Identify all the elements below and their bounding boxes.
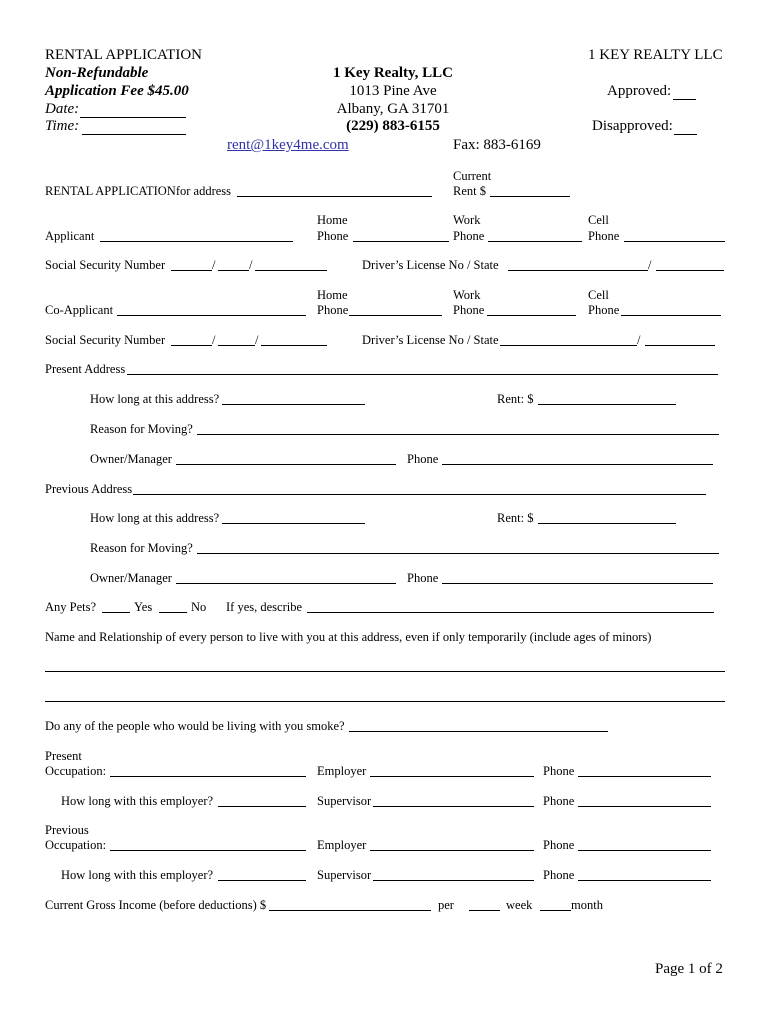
- previous-rent-field[interactable]: [538, 523, 676, 524]
- household-members-line-2[interactable]: [45, 701, 725, 702]
- present-rent-field[interactable]: [538, 404, 676, 405]
- co-applicant-cell-label: Cell: [588, 288, 609, 302]
- previous-address-label: Previous Address: [45, 482, 133, 496]
- co-applicant-work-label: Work: [453, 288, 481, 302]
- income-per-label: per: [438, 898, 454, 912]
- applicant-ssn-label: Social Security Number: [45, 258, 166, 272]
- co-applicant-license-state-field[interactable]: [645, 345, 715, 346]
- company-name: 1 Key Realty, LLC: [333, 65, 453, 81]
- ssn-slash: /: [212, 333, 216, 347]
- previous-supervisor-phone-label: Phone: [543, 868, 575, 882]
- previous-how-long-employer-label: How long with this employer?: [61, 868, 214, 882]
- previous-occupation-label: Occupation:: [45, 838, 107, 852]
- pets-describe-label: If yes, describe: [226, 600, 303, 614]
- present-owner-label: Owner/Manager: [90, 452, 172, 466]
- applicant-home-phone-field[interactable]: [353, 241, 449, 242]
- gross-income-field[interactable]: [269, 910, 431, 911]
- applicant-work-phone-label: Phone: [453, 229, 485, 243]
- present-supervisor-phone-label: Phone: [543, 794, 575, 808]
- present-employer-phone-label: Phone: [543, 764, 575, 778]
- smoke-field[interactable]: [349, 731, 608, 732]
- previous-supervisor-phone-field[interactable]: [578, 880, 711, 881]
- previous-owner-phone-label: Phone: [407, 571, 439, 585]
- present-employer-phone-field[interactable]: [578, 776, 711, 777]
- applicant-ssn-part3[interactable]: [255, 270, 327, 271]
- pets-label: Any Pets?: [45, 600, 97, 614]
- applicant-work-phone-field[interactable]: [488, 241, 582, 242]
- rental-address-field[interactable]: [237, 196, 432, 197]
- co-applicant-license-number-field[interactable]: [500, 345, 637, 346]
- present-supervisor-phone-field[interactable]: [578, 806, 711, 807]
- applicant-name-field[interactable]: [100, 241, 293, 242]
- co-applicant-work-phone-field[interactable]: [487, 315, 576, 316]
- present-rent-label: Rent: $: [497, 392, 534, 406]
- pets-yes-field[interactable]: [102, 612, 130, 613]
- present-owner-phone-field[interactable]: [442, 464, 713, 465]
- date-field[interactable]: [80, 117, 186, 118]
- gross-income-label: Current Gross Income (before deductions) $: [45, 898, 267, 912]
- current-rent-label: Rent $: [453, 184, 486, 198]
- previous-how-long-field[interactable]: [222, 523, 365, 524]
- present-supervisor-field[interactable]: [373, 806, 534, 807]
- previous-supervisor-label: Supervisor: [317, 868, 372, 882]
- pets-no-field[interactable]: [159, 612, 187, 613]
- previous-employer-phone-field[interactable]: [578, 850, 711, 851]
- applicant-license-state-field[interactable]: [656, 270, 724, 271]
- co-applicant-ssn-part3[interactable]: [261, 345, 327, 346]
- co-applicant-ssn-label: Social Security Number: [45, 333, 166, 347]
- co-applicant-label: Co-Applicant: [45, 303, 114, 317]
- present-supervisor-label: Supervisor: [317, 794, 372, 808]
- co-applicant-ssn-part1[interactable]: [171, 345, 212, 346]
- previous-employer-phone-label: Phone: [543, 838, 575, 852]
- previous-reason-field[interactable]: [197, 553, 719, 554]
- previous-address-field[interactable]: [133, 494, 706, 495]
- present-occupation-label: Occupation:: [45, 764, 107, 778]
- applicant-label: Applicant: [45, 229, 95, 243]
- ssn-slash: /: [212, 258, 216, 272]
- rental-address-label: RENTAL APPLICATIONfor address: [45, 184, 232, 198]
- present-reason-field[interactable]: [197, 434, 719, 435]
- applicant-drivers-license-label: Driver’s License No / State: [362, 258, 499, 272]
- co-applicant-ssn-part2[interactable]: [218, 345, 255, 346]
- applicant-cell-phone-field[interactable]: [624, 241, 725, 242]
- present-address-label: Present Address: [45, 362, 126, 376]
- present-owner-field[interactable]: [176, 464, 396, 465]
- time-field[interactable]: [82, 134, 186, 135]
- previous-occupation-heading: Previous: [45, 823, 89, 837]
- previous-how-long-employer-field[interactable]: [218, 880, 306, 881]
- company-phone: (229) 883-6155: [346, 118, 440, 134]
- approved-label: Approved:: [607, 83, 672, 99]
- rental-application-title: RENTAL APPLICATION: [45, 47, 202, 63]
- pets-yes-label: Yes: [134, 600, 153, 614]
- previous-owner-label: Owner/Manager: [90, 571, 172, 585]
- time-label: Time:: [45, 118, 80, 134]
- present-occupation-heading: Present: [45, 749, 82, 763]
- disapproved-label: Disapproved:: [592, 118, 673, 134]
- pets-no-label: No: [191, 600, 207, 614]
- pets-describe-field[interactable]: [307, 612, 714, 613]
- company-fax: Fax: 883-6169: [453, 137, 541, 153]
- smoke-label: Do any of the people who would be living with you smoke?: [45, 719, 345, 733]
- co-applicant-cell-phone-label: Phone: [588, 303, 620, 317]
- ssn-slash: /: [249, 258, 253, 272]
- company-street: 1013 Pine Ave: [349, 83, 437, 99]
- co-applicant-home-label: Home: [317, 288, 348, 302]
- license-slash: /: [648, 258, 652, 272]
- current-rent-field[interactable]: [490, 196, 570, 197]
- previous-reason-label: Reason for Moving?: [90, 541, 193, 555]
- page-number: Page 1 of 2: [655, 961, 723, 977]
- applicant-ssn-part2[interactable]: [218, 270, 249, 271]
- applicant-ssn-part1[interactable]: [171, 270, 212, 271]
- co-applicant-name-field[interactable]: [117, 315, 306, 316]
- applicant-cell-label: Cell: [588, 213, 609, 227]
- date-label: Date:: [45, 101, 80, 117]
- company-email-link[interactable]: rent@1key4me.com: [227, 137, 349, 153]
- co-applicant-home-phone-label: Phone: [317, 303, 349, 317]
- present-how-long-employer-field[interactable]: [218, 806, 306, 807]
- non-refundable-label: Non-Refundable: [45, 65, 149, 81]
- previous-owner-phone-field[interactable]: [442, 583, 713, 584]
- co-applicant-home-phone-field[interactable]: [349, 315, 442, 316]
- co-applicant-work-phone-label: Phone: [453, 303, 485, 317]
- co-applicant-cell-phone-field[interactable]: [621, 315, 721, 316]
- applicant-cell-phone-label: Phone: [588, 229, 620, 243]
- present-how-long-field[interactable]: [222, 404, 365, 405]
- household-members-line-1[interactable]: [45, 671, 725, 672]
- previous-supervisor-field[interactable]: [373, 880, 534, 881]
- applicant-home-label: Home: [317, 213, 348, 227]
- present-reason-label: Reason for Moving?: [90, 422, 193, 436]
- current-label: Current: [453, 169, 492, 183]
- present-owner-phone-label: Phone: [407, 452, 439, 466]
- company-title-right: 1 KEY REALTY LLC: [588, 47, 723, 63]
- previous-employer-field[interactable]: [370, 850, 534, 851]
- present-employer-field[interactable]: [370, 776, 534, 777]
- applicant-home-phone-label: Phone: [317, 229, 349, 243]
- applicant-license-number-field[interactable]: [508, 270, 648, 271]
- present-employer-label: Employer: [317, 764, 367, 778]
- previous-employer-label: Employer: [317, 838, 367, 852]
- present-occupation-field[interactable]: [110, 776, 306, 777]
- present-address-field[interactable]: [127, 374, 718, 375]
- company-city: Albany, GA 31701: [336, 101, 450, 117]
- income-week-label: week: [506, 898, 533, 912]
- previous-rent-label: Rent: $: [497, 511, 534, 525]
- income-month-label: month: [571, 898, 603, 912]
- co-applicant-drivers-license-label: Driver’s License No / State: [362, 333, 499, 347]
- previous-owner-field[interactable]: [176, 583, 396, 584]
- present-how-long-label: How long at this address?: [90, 392, 220, 406]
- previous-how-long-label: How long at this address?: [90, 511, 220, 525]
- license-slash: /: [637, 333, 641, 347]
- previous-occupation-field[interactable]: [110, 850, 306, 851]
- application-fee-label: Application Fee $45.00: [45, 83, 189, 99]
- income-month-field[interactable]: [540, 910, 571, 911]
- approved-field[interactable]: [673, 99, 696, 100]
- household-members-label: Name and Relationship of every person to live with you at this address, even if only temporarily (include ages of minors): [45, 630, 652, 644]
- income-week-field[interactable]: [469, 910, 500, 911]
- ssn-slash: /: [255, 333, 259, 347]
- applicant-work-label: Work: [453, 213, 481, 227]
- disapproved-field[interactable]: [674, 134, 697, 135]
- present-how-long-employer-label: How long with this employer?: [61, 794, 214, 808]
